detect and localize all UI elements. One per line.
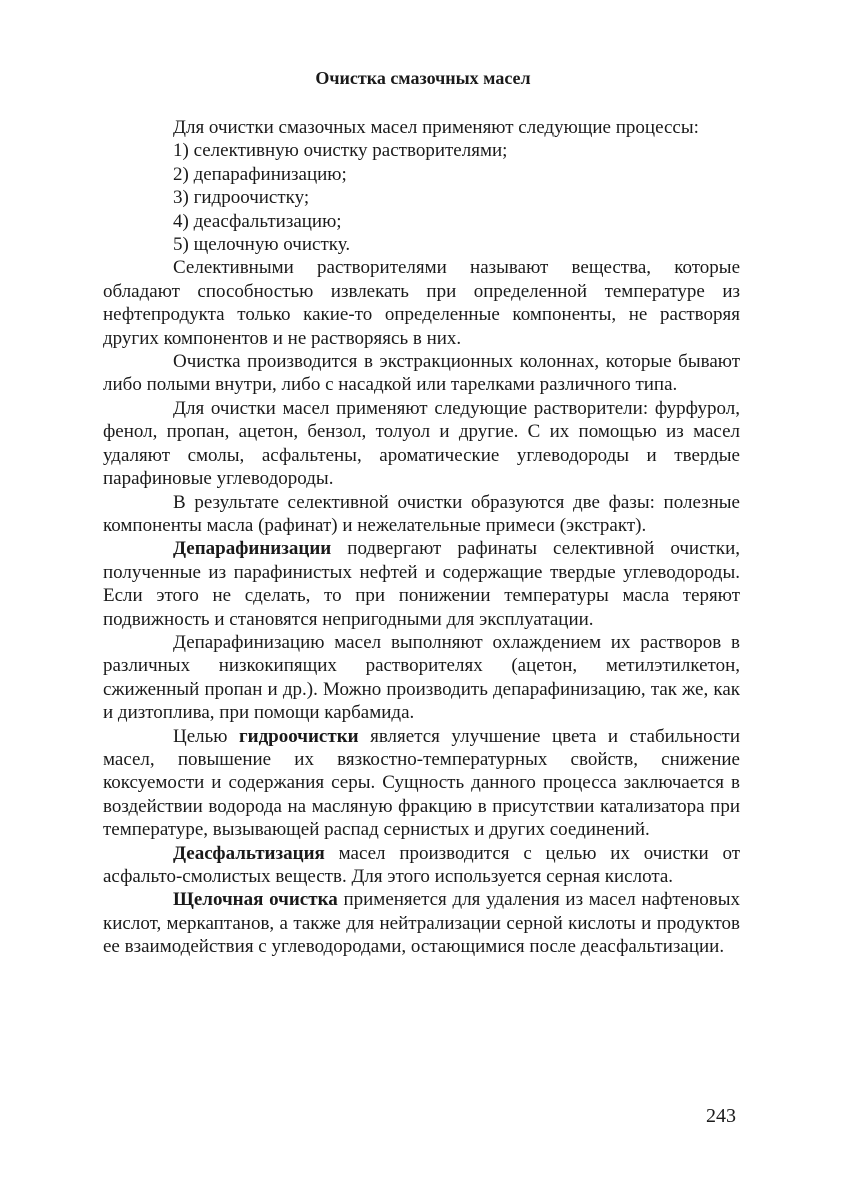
section-title: Очистка смазочных масел: [315, 68, 531, 88]
paragraph-selective-solvents: Селективными растворителями называют вещества, которые обладают способностью извлекать при определенной температуре из нефтепродукта только какие-то определенные компоненты, не растворяя других компонентов и не растворяясь в них.: [103, 257, 740, 349]
paragraph-dewaxing-method: Депарафинизацию масел выполняют охлаждением их растворов в различных низкокипящих растворителях (ацетон, метилэтилкетон, сжиженный пропан и др.). Можно производить депарафинизацию, так же, как и дизтоплива, при помощи карбамида.: [103, 631, 740, 724]
body-text: [103, 116, 740, 959]
paragraph-deasphalting-text: масел производится с целью их очистки от асфальто-смолистых веществ. Для этого используется серная кислота.: [103, 842, 740, 887]
page-number: 243: [706, 1105, 736, 1127]
paragraph-alkali-cleaning-text: применяется для удаления из масел нафтеновых кислот, меркаптанов, а также для нейтрализации серной кислоты и продуктов ее взаимодействия с углеводородами, остающимися после деасфальтизации.: [103, 889, 740, 958]
paragraph-hydrotreating-text: является улучшение цвета и стабильности масел, повышение их вязкостно-температурных свойств, снижение коксуемости и содержания серы. Сущность данного процесса заключается в воздействии водорода на масляную фракцию в присутствии катализатора при температуре, вызывающей распад сернистых и других соединений.: [103, 725, 740, 841]
paragraph-hydrotreating: [103, 725, 740, 842]
paragraph-alkali-cleaning: [103, 888, 740, 958]
list-item: 5) щелочную очистку.: [173, 234, 351, 256]
list-item: 1) селективную очистку растворителями;: [173, 140, 508, 162]
term-hydrotreating: гидроочистки: [239, 725, 359, 747]
paragraph-solvents-list: Для очистки масел применяют следующие растворители: фурфурол, фенол, пропан, ацетон, бензол, толуол и другие. С их помощью из масел удаляют смолы, асфальтены, ароматические углеводороды и твердые парафиновые углеводороды.: [103, 397, 740, 490]
paragraph-dewaxing: [103, 537, 740, 631]
list-item: 3) гидроочистку;: [173, 187, 310, 209]
term-deasphalting: Деасфальтизация: [173, 842, 325, 864]
paragraph-extraction-columns: Очистка производится в экстракционных колоннах, которые бывают либо полыми внутри, либо с насадкой или тарелками различного типа.: [103, 351, 740, 396]
paragraph-two-phases: В результате селективной очистки образуются две фазы: полезные компоненты масла (рафинат) и нежелательные примеси (экстракт).: [103, 491, 740, 536]
intro-line: Для очистки смазочных масел применяют следующие процессы:: [173, 117, 699, 138]
term-alkali-cleaning: Щелочная очистка: [173, 889, 338, 911]
paragraph-hydrotreating-pre: Целью: [173, 725, 239, 747]
paragraph-dewaxing-text: подвергают рафинаты селективной очистки, полученные из парафинистых нефтей и содержащие твердые углеводороды. Если этого не сделать, то при понижении температуры масла теряют подвижность и становятся непригодными для эксплуатации.: [103, 538, 740, 630]
paragraph-deasphalting: [103, 842, 740, 889]
term-dewaxing: Депарафинизации: [173, 538, 332, 560]
list-item: 2) депарафинизацию;: [173, 163, 347, 185]
list-item: 4) деасфальтизацию;: [173, 210, 342, 232]
